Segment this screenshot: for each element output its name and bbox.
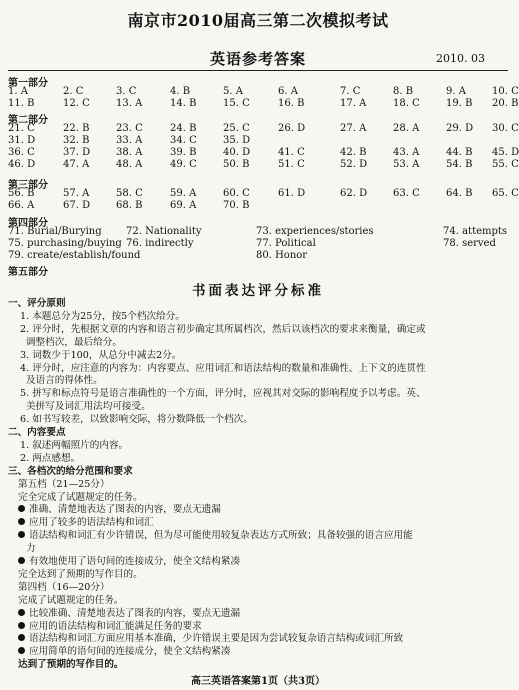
bullet-icon xyxy=(18,622,25,629)
criteria-line xyxy=(26,337,122,349)
answer-cell: 42. B xyxy=(340,147,367,158)
criteria-text: 应用了较多的语法结构和词汇 xyxy=(29,517,154,529)
answer-cell: 65. C xyxy=(492,188,519,199)
criteria-text: 应用简单的语句间的连接成分，使全文结构紧凑 xyxy=(29,646,231,658)
page-footer: 高三英语答案第1页（共3页） xyxy=(191,676,325,687)
answer-cell: 8. B xyxy=(393,86,414,97)
answer-row xyxy=(8,159,519,171)
answer-cell: 7. C xyxy=(340,86,361,97)
answer-cell: 75. purchasing/buying xyxy=(8,238,122,249)
answer-cell: 72. Nationality xyxy=(126,226,202,237)
criteria-text: 完全达到了预期的写作目的。 xyxy=(18,568,143,580)
answer-cell: 71. Burial/Burying xyxy=(8,226,102,237)
criteria-line xyxy=(18,556,240,568)
criteria-line xyxy=(18,621,202,633)
answer-cell: 66. A xyxy=(8,200,35,211)
criteria-text: 美拼写及词汇用法均可接受。 xyxy=(26,401,151,413)
answer-cell: 31. D xyxy=(8,135,36,146)
answer-cell: 16. B xyxy=(278,98,305,109)
answer-cell: 64. B xyxy=(446,188,473,199)
criteria-line xyxy=(18,633,403,645)
criteria-line xyxy=(18,659,124,671)
criteria-line xyxy=(18,582,110,594)
criteria-line xyxy=(20,324,426,336)
criteria-line xyxy=(20,440,128,452)
criteria-line xyxy=(18,530,413,542)
criteria-text: 语法结构和词汇有少许错误，但为尽可能使用较复杂表达方式所致；具备较强的语言应用能 xyxy=(29,530,413,542)
answer-cell: 50. B xyxy=(223,159,250,170)
answer-cell: 17. A xyxy=(340,98,367,109)
answer-cell: 3. C xyxy=(116,86,137,97)
criteria-line xyxy=(20,414,253,426)
criteria-text: 第四档（16—20分） xyxy=(18,581,110,593)
answer-cell: 56. B xyxy=(8,188,35,199)
criteria-text: 一、评分原则 xyxy=(8,298,66,309)
answer-cell: 28. A xyxy=(393,123,420,134)
bullet-icon xyxy=(18,609,25,616)
answer-cell: 69. A xyxy=(170,200,197,211)
answer-cell: 55. C xyxy=(492,159,519,170)
answer-cell: 37. D xyxy=(63,147,91,158)
answer-row xyxy=(8,147,519,159)
answer-cell: 35. D xyxy=(223,135,251,146)
answer-cell: 79. create/establish/found xyxy=(8,250,141,261)
criteria-text: 完成了试题规定的任务。 xyxy=(18,594,124,606)
answer-cell: 24. B xyxy=(170,123,197,134)
criteria-text: 3. 词数少于100，从总分中减去2分。 xyxy=(20,349,182,361)
answer-cell: 36. C xyxy=(8,147,35,158)
answer-cell: 40. D xyxy=(223,147,251,158)
answer-cell: 14. B xyxy=(170,98,197,109)
answer-cell: 30. C xyxy=(492,123,519,134)
answer-cell: 11. B xyxy=(8,98,35,109)
criteria-text: 4. 评分时，应注意的内容为：内容要点、应用词汇和语法结构的数量和准确性、上下文的连贯性 xyxy=(20,362,426,374)
answer-cell: 45. D xyxy=(492,147,519,158)
answer-cell: 27. A xyxy=(340,123,367,134)
criteria-line xyxy=(20,388,426,400)
answer-cell: 73. experiences/stories xyxy=(256,226,374,237)
answer-cell: 70. B xyxy=(223,200,250,211)
criteria-line xyxy=(18,595,124,607)
criteria-text: 有效地使用了语句间的连接成分，使全文结构紧凑 xyxy=(29,556,241,567)
answer-row xyxy=(8,226,508,238)
answer-row xyxy=(8,98,519,110)
criteria-line xyxy=(8,298,66,310)
answer-cell: 32. B xyxy=(63,135,90,146)
criteria-text: 1. 本题总分为25分，按5个档次给分。 xyxy=(20,310,185,322)
section-heading: 第五部分 xyxy=(8,267,48,278)
answer-cell: 23. C xyxy=(116,123,143,134)
answer-cell: 25. C xyxy=(223,123,250,134)
criteria-text: 完全完成了试题规定的任务。 xyxy=(18,491,143,503)
criteria-line xyxy=(26,543,36,555)
answer-cell: 48. A xyxy=(116,159,143,170)
answer-cell: 13. A xyxy=(116,98,143,109)
answer-cell: 1. A xyxy=(8,86,28,97)
answer-cell: 76. indirectly xyxy=(126,238,194,249)
criteria-text: 语法结构和词汇方面应用基本准确，少许错误主要是因为尝试较复杂语言结构或词汇所致 xyxy=(29,633,404,645)
answer-cell: 63. C xyxy=(393,188,420,199)
answer-cell: 29. D xyxy=(446,123,474,134)
answer-cell: 4. B xyxy=(170,86,191,97)
section-heading: 第四部分 xyxy=(8,218,48,229)
answer-cell: 49. C xyxy=(170,159,197,170)
answer-cell: 67. D xyxy=(63,200,91,211)
answer-cell: 5. A xyxy=(223,86,243,97)
bullet-icon xyxy=(18,531,25,538)
answer-cell: 51. C xyxy=(278,159,305,170)
criteria-text: 应用的语法结构和词汇能满足任务的要求 xyxy=(29,620,202,632)
criteria-text: 二、内容要点 xyxy=(8,427,66,438)
criteria-text: 及语言的得体性。 xyxy=(26,375,103,387)
answer-cell: 62. D xyxy=(340,188,368,199)
answer-cell: 74. attempts xyxy=(443,226,508,237)
criteria-line xyxy=(26,401,151,413)
answer-cell: 53. A xyxy=(393,159,420,170)
answer-cell: 54. B xyxy=(446,159,473,170)
answer-cell: 6. A xyxy=(278,86,298,97)
answer-row xyxy=(8,123,519,135)
answer-cell: 10. C xyxy=(492,86,519,97)
answer-cell: 44. B xyxy=(446,147,473,158)
criteria-line xyxy=(18,504,221,516)
answer-row xyxy=(8,86,519,98)
criteria-text: 准确、清楚地表达了图表的内容，要点无遗漏 xyxy=(29,504,221,516)
answer-cell: 46. D xyxy=(8,159,36,170)
criteria-text: 力 xyxy=(26,543,36,555)
answer-cell: 68. B xyxy=(116,200,143,211)
answer-cell: 21. C xyxy=(8,123,35,134)
answer-cell: 47. A xyxy=(63,159,90,170)
criteria-line xyxy=(20,363,426,375)
answer-cell: 15. C xyxy=(223,98,250,109)
answer-cell: 33. A xyxy=(116,135,143,146)
answer-cell: 58. C xyxy=(116,188,143,199)
criteria-text: 第五档（21—25分） xyxy=(18,478,110,490)
section-heading: 第一部分 xyxy=(8,78,48,89)
answer-cell: 18. C xyxy=(393,98,420,109)
criteria-line xyxy=(20,350,181,362)
bullet-icon xyxy=(18,505,25,512)
answer-cell: 41. C xyxy=(278,147,305,158)
criteria-text: 6. 如书写较差，以致影响交际，将分数降低一个档次。 xyxy=(20,414,253,426)
criteria-line xyxy=(20,453,80,465)
exam-date: 2010. 03 xyxy=(436,52,485,65)
criteria-text: 1. 叙述两幅照片的内容。 xyxy=(20,439,129,451)
answer-cell: 52. D xyxy=(340,159,368,170)
bullet-icon xyxy=(18,634,25,641)
criteria-text: 三、各档次的给分范围和要求 xyxy=(8,465,133,477)
criteria-text: 调整档次，最后给分。 xyxy=(26,336,122,348)
criteria-text: 2. 评分时，先根据文章的内容和语言初步确定其所属档次，然后以该档次的要求来衡量，确定或 xyxy=(20,323,426,335)
criteria-line xyxy=(18,492,143,504)
criteria-text: 达到了预期的写作目的。 xyxy=(18,659,124,671)
criteria-line xyxy=(8,466,133,478)
answer-row xyxy=(8,250,508,262)
answer-cell: 20. B xyxy=(492,98,519,109)
criteria-line xyxy=(18,479,110,491)
criteria-line xyxy=(18,608,240,620)
bullet-icon xyxy=(18,557,25,564)
answer-row xyxy=(8,135,508,147)
writing-criteria-title: 书面表达评分标准 xyxy=(192,283,324,299)
answer-row xyxy=(8,188,519,200)
divider xyxy=(8,70,508,71)
answer-cell: 77. Political xyxy=(256,238,316,249)
answer-cell: 61. D xyxy=(278,188,306,199)
criteria-text: 比较准确、清楚地表达了图表的内容，要点无遗漏 xyxy=(29,607,241,619)
answer-cell: 80. Honor xyxy=(256,250,308,261)
answer-cell: 2. C xyxy=(63,86,84,97)
criteria-line xyxy=(18,517,154,529)
answer-cell: 38. A xyxy=(116,147,143,158)
bullet-icon xyxy=(18,518,25,525)
answer-cell: 34. C xyxy=(170,135,197,146)
answer-cell: 43. A xyxy=(393,147,420,158)
answer-cell: 12. C xyxy=(63,98,90,109)
answer-cell: 19. B xyxy=(446,98,473,109)
bullet-icon xyxy=(18,647,25,654)
answer-cell: 57. A xyxy=(63,188,90,199)
answer-row xyxy=(8,200,508,212)
section-heading: 第三部分 xyxy=(8,180,48,191)
section-heading: 第二部分 xyxy=(8,115,48,126)
answer-key-title: 英语参考答案 xyxy=(209,50,306,68)
criteria-text: 2. 两点感想。 xyxy=(20,452,81,464)
answer-cell: 26. D xyxy=(278,123,306,134)
criteria-line xyxy=(18,646,230,658)
criteria-line xyxy=(26,375,103,387)
answer-row xyxy=(8,238,508,250)
criteria-text: 5. 拼写和标点符号是语言准确性的一个方面，评分时，应视其对交际的影响程度予以考虑。英、 xyxy=(20,388,426,400)
answer-cell: 9. A xyxy=(446,86,466,97)
answer-cell: 39. B xyxy=(170,147,197,158)
answer-cell: 22. B xyxy=(63,123,90,134)
criteria-line xyxy=(8,427,66,439)
answer-cell: 78. served xyxy=(443,238,496,249)
exam-title: 南京市2010届高三第二次模拟考试 xyxy=(127,11,389,30)
criteria-line xyxy=(20,311,185,323)
answer-cell: 60. C xyxy=(223,188,250,199)
criteria-line xyxy=(18,569,143,581)
answer-cell: 59. A xyxy=(170,188,197,199)
